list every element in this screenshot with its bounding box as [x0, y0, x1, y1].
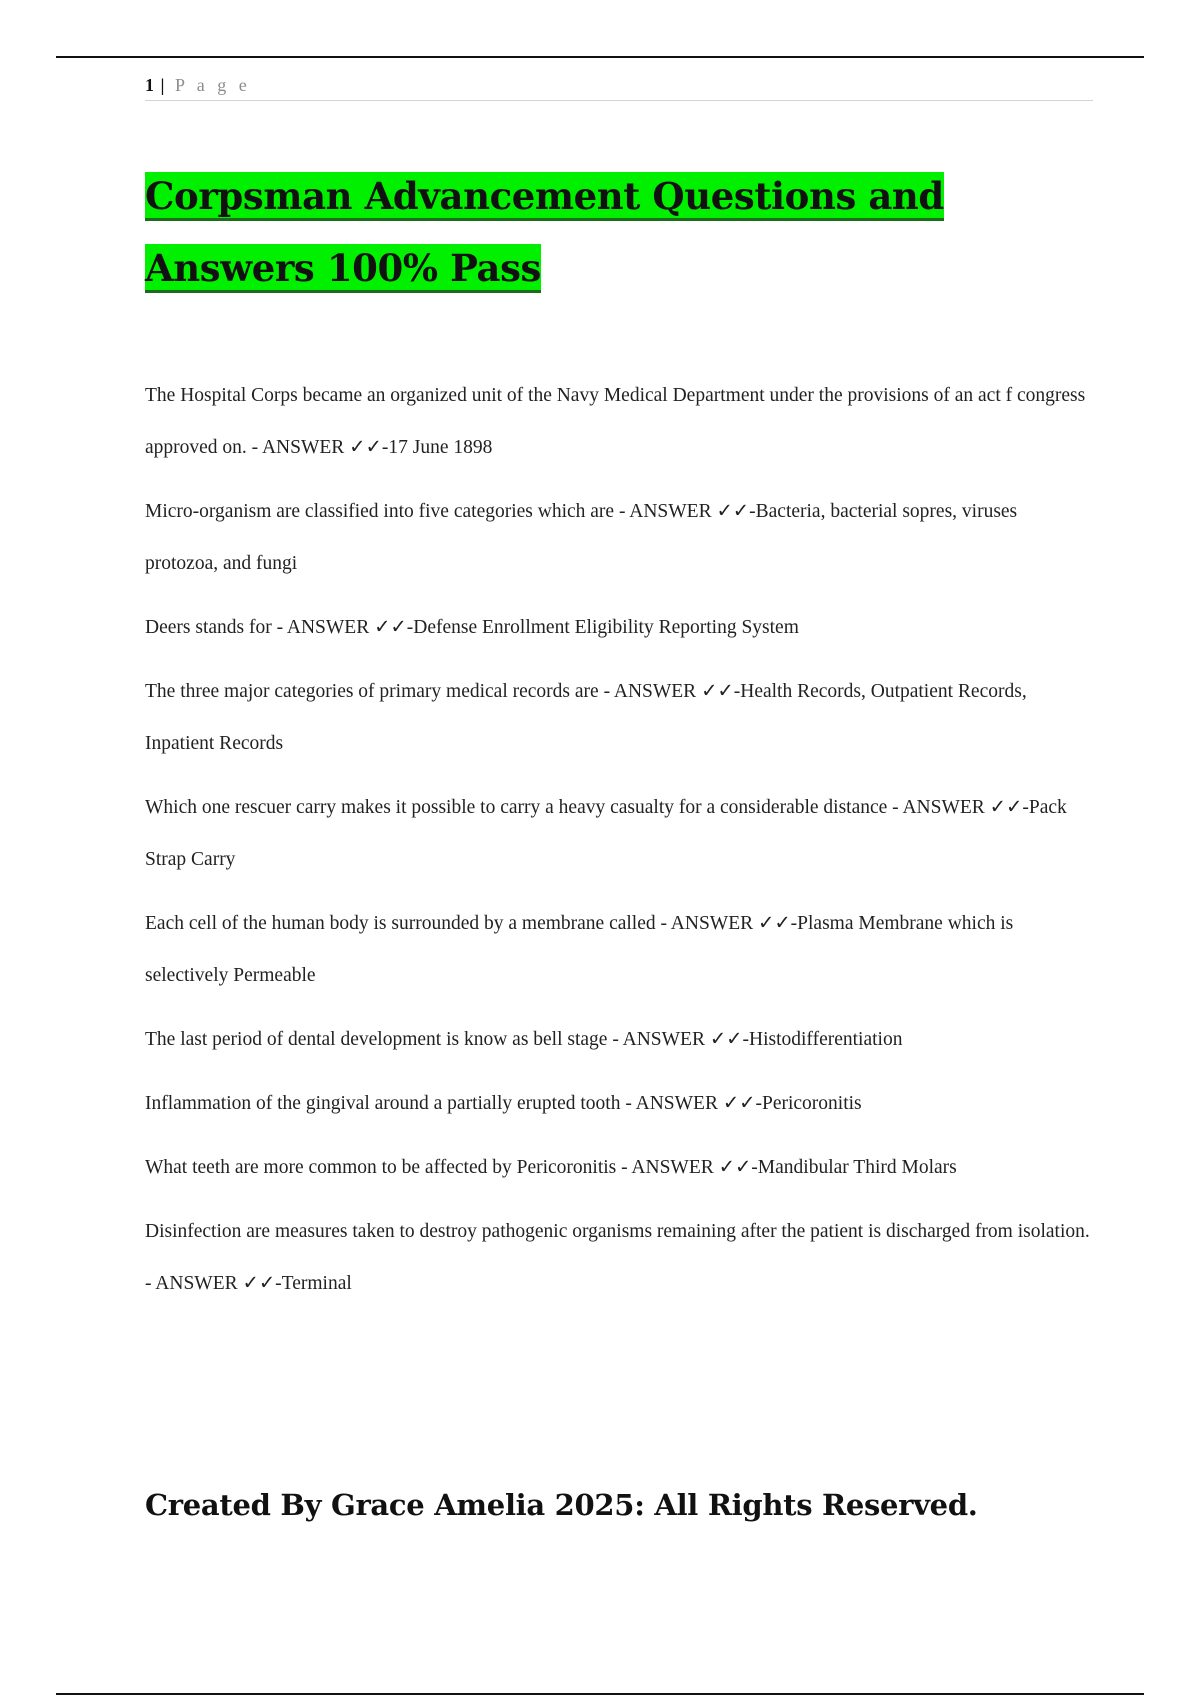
qa-item: The last period of dental development is know as bell stage - ANSWER ✓✓-Histodifferentiation [145, 1029, 903, 1050]
qa-item: The three major categories of primary medical records are - ANSWER ✓✓-Health Records, Outpatient Records, Inpatient Records [145, 681, 1027, 754]
page-header [145, 72, 1093, 101]
page-number-separator: | [160, 75, 165, 95]
qa-item: Which one rescuer carry makes it possible to carry a heavy casualty for a considerable distance - ANSWER ✓✓-Pack Strap Carry [145, 797, 1067, 870]
qa-item: Each cell of the human body is surrounded by a membrane called - ANSWER ✓✓-Plasma Membrane which is selectively Permeable [145, 913, 1014, 986]
qa-item: Deers stands for - ANSWER ✓✓-Defense Enrollment Eligibility Reporting System [145, 617, 799, 638]
page-number: 1 [145, 75, 154, 95]
document-title [145, 160, 1105, 304]
qa-item: The Hospital Corps became an organized unit of the Navy Medical Department under the provisions of an act f congress approved on. - ANSWER ✓✓-17 June 1898 [145, 385, 1086, 458]
copyright-footer: Created By Grace Amelia 2025: All Rights Reserved. [145, 1488, 978, 1522]
page-label: P a g e [174, 75, 251, 95]
qa-list [145, 370, 1095, 1322]
qa-item: Disinfection are measures taken to destroy pathogenic organisms remaining after the patient is discharged from isolation. - ANSWER ✓✓-Terminal [145, 1221, 1090, 1294]
bottom-border-line [56, 1693, 1144, 1695]
top-border-line [56, 56, 1144, 58]
qa-item: What teeth are more common to be affected by Pericoronitis - ANSWER ✓✓-Mandibular Third Molars [145, 1157, 957, 1178]
title-highlight: Corpsman Advancement Questions and Answers 100% Pass [145, 172, 944, 293]
qa-item: Inflammation of the gingival around a partially erupted tooth - ANSWER ✓✓-Pericoronitis [145, 1093, 862, 1114]
qa-item: Micro-organism are classified into five categories which are - ANSWER ✓✓-Bacteria, bacterial sopres, viruses protozoa, and fungi [145, 501, 1018, 574]
